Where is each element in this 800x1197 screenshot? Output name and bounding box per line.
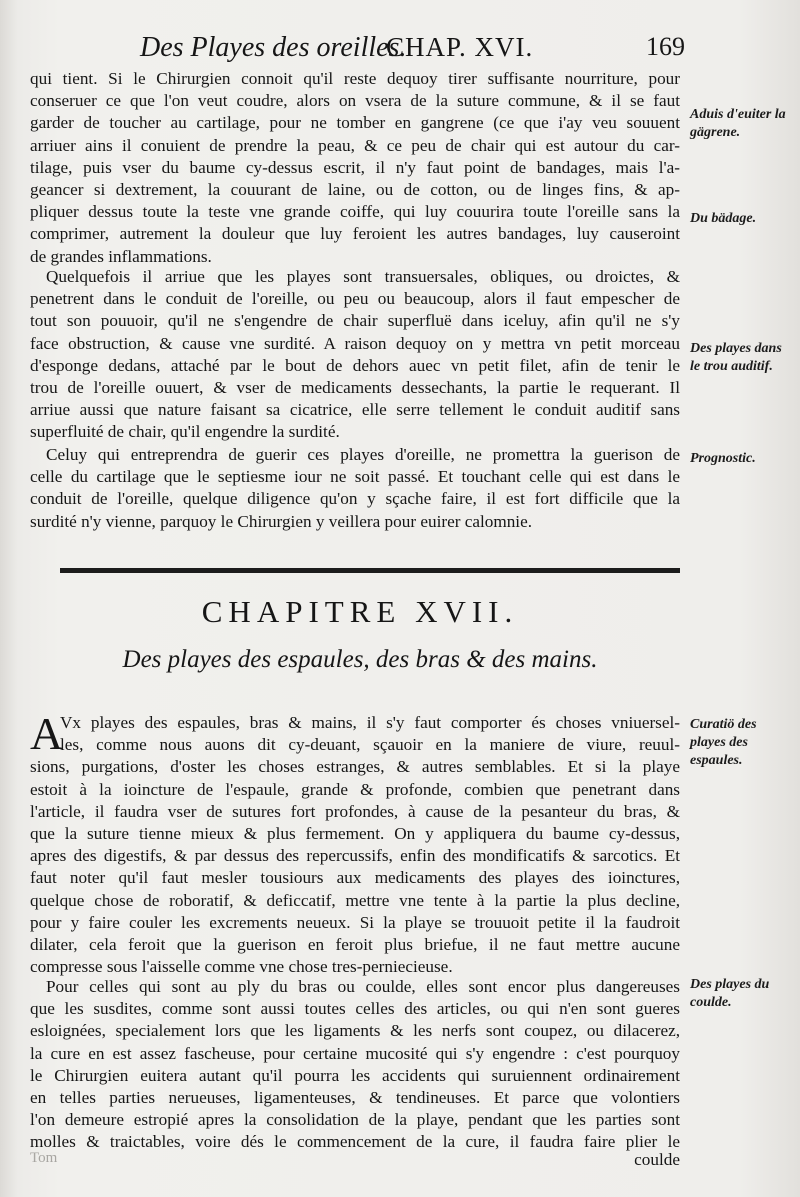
text-line: conseruer ce que l'on veut coudre, alors on vsera de la suture commune, & il se faut	[30, 91, 680, 111]
text-line: celle du cartilage que le septiesme iour ne soit passé. Et touchant celle qui est dans le	[30, 467, 680, 487]
text-line: comprimer, autrement la douleur que luy feroient les autres bandages, luy causeroint	[30, 224, 680, 244]
text-line: tout son pouuoir, qu'il ne s'engendre de chair superfluë dans iceluy, afin qu'il ne s'y	[30, 311, 680, 331]
running-head-chapter: CHAP. XVI.	[386, 32, 534, 62]
text-line: la cure en est assez fascheuse, pour certaine mucosité qui s'y engendre : c'est pourquoy	[30, 1043, 680, 1063]
margin-note: Des playes dans le trou auditif.	[690, 341, 782, 374]
text-line: penetrent dans le conduit de l'oreille, ou peu ou beaucoup, alors il faut empescher de	[30, 289, 680, 309]
text-line: molles & traictables, voire dés le commencement de la cure, il faudra faire plier le	[30, 1132, 680, 1152]
paragraph-5	[30, 976, 680, 1154]
paragraph-1	[30, 68, 680, 268]
drop-cap: A	[30, 708, 64, 759]
paragraph-3	[30, 444, 680, 533]
text-line: dilater, cela feroit que la guerison en feroit plus briefue, il ne faut mettre aucune	[30, 935, 680, 955]
running-head-title: Des Playes des oreilles.	[140, 32, 407, 63]
text-line: garder de toucher au cartilage, pour ne tomber en gangrene (ce que i'ay veu souuent	[30, 113, 680, 133]
text-line: que les susdites, comme sont aussi toutes celles des articles, ou qui n'en sont gueres	[30, 999, 680, 1019]
text-line: superfluité de chair, qu'il engendre la surdité.	[30, 422, 340, 442]
text-line: l'article, il faudra vser de sutures fort profondes, à cause de la pesanteur du bras, &	[30, 801, 680, 821]
margin-note: Prognostic.	[690, 451, 756, 466]
text-line: le Chirurgien euitera autant qu'il pourra les accidents qui suruiennent ordinairement	[30, 1065, 680, 1085]
margin-note: Du bädage.	[690, 211, 757, 226]
text-line: faut noter qu'il faut mesler tousiours aux medicaments des playes des ioinctures,	[30, 868, 680, 888]
paragraph-2	[30, 266, 680, 444]
text-line: de grandes inflammations.	[30, 246, 212, 266]
text-line: geancer si dextrement, la couurant de laine, ou de cotton, ou de linges fins, & ap-	[30, 180, 680, 200]
chapter-title: Des playes des espaules, des bras & des mains.	[122, 646, 598, 673]
margin-note: Aduis d'euiter la gägrene.	[690, 107, 786, 140]
text-line: en telles parties nerueuses, ligamenteuses, & tendineuses. Et parce que volontiers	[30, 1088, 680, 1108]
text-line: pour y faire couler les excrements neueux. Si la playe se trouuoit petite il la faudroit	[30, 912, 680, 932]
text-line: arriue aussi que nature faisant sa cicatrice, elle serre tellement le conduit auditif sans	[30, 400, 680, 420]
margin-note: Curatiö des playes des espaules.	[690, 717, 757, 768]
text-line: l'on demeure estropié apres la consolidation de la playe, pendant que les parties sont	[30, 1110, 680, 1130]
text-line: sions, purgations, d'oster les choses estranges, & autres semblables. Et si la playe	[30, 757, 680, 777]
text-line: Vx playes des espaules, bras & mains, il s'y faut comporter és choses vniuersel-	[60, 713, 680, 732]
section-divider	[60, 568, 680, 573]
catchword: coulde	[634, 1150, 680, 1169]
text-line: que la suture tienne mieux & plus fermement. On y appliquera du baume cy-dessus,	[30, 824, 680, 844]
text-line: compresse sous l'aisselle comme vne chose tres-perniecieuse.	[30, 957, 453, 977]
text-line: trou de l'oreille ouuert, & vser de medicaments dessechants, la partie le requerant. Il	[30, 378, 680, 398]
text-line: surdité n'y vienne, parquoy le Chirurgien y veillera pour euirer calomnie.	[30, 511, 533, 531]
text-line: tilage, puis vser du baume cy-dessus escrit, il n'y faut point de bandages, mais l'a-	[30, 157, 680, 177]
text-line: les, comme nous auons dit cy-deuant, sçauoir en la maniere de viure, reuul-	[60, 735, 680, 755]
text-line: conduit de l'oreille, quelque diligence qu'on y sçache faire, il est fort difficile que la	[30, 489, 680, 509]
running-head	[140, 28, 685, 68]
text-line: qui tient. Si le Chirurgien connoit qu'il reste dequoy tirer suffisante nourriture, pour	[30, 69, 680, 88]
bleed-through-text: Tom	[30, 1150, 58, 1166]
paragraph-4	[30, 708, 680, 978]
page-number: 169	[646, 32, 685, 61]
text-line: d'esponge dedans, attaché par le bout de dehors auec vn petit filet, afin de tenir le	[30, 355, 680, 375]
text-line: quelque chose de roboratif, & deficcatif, mettre vne tente à la partie la plus decline,	[30, 890, 680, 910]
text-line: pliquer dessus toute la teste vne grande coiffe, qui luy couurira toute l'oreille sans la	[30, 202, 680, 222]
text-line: apres des digestifs, & par dessus des repercussifs, enfin des mondificatifs & sarcotics. Et	[30, 846, 680, 866]
text-line: esloignées, specialement lors que les ligaments & les nerfs sont coupez, ou dilacerez,	[30, 1021, 680, 1041]
text-line: Celuy qui entreprendra de guerir ces playes d'oreille, ne promettra la guerison de	[46, 445, 680, 464]
text-line: Pour celles qui sont au ply du bras ou coulde, elles sont encor plus dangereuses	[46, 977, 680, 996]
text-line: Quelquefois il arriue que les playes sont transuersales, obliques, ou droictes, &	[46, 267, 680, 286]
chapter-heading: CHAPITRE XVII.	[201, 594, 519, 629]
margin-note: Des playes du coulde.	[690, 977, 770, 1010]
text-line: arriuer ains il conuient de prendre la peau, & ce peu de chair qui est autour du car-	[30, 135, 680, 155]
text-line: estoit à la ioincture de l'espaule, grande & profonde, combien que penetrant dans	[30, 779, 680, 799]
text-line: face obstruction, & cause vne surdité. A raison dequoy on y mettra vn petit morceau	[30, 333, 680, 353]
